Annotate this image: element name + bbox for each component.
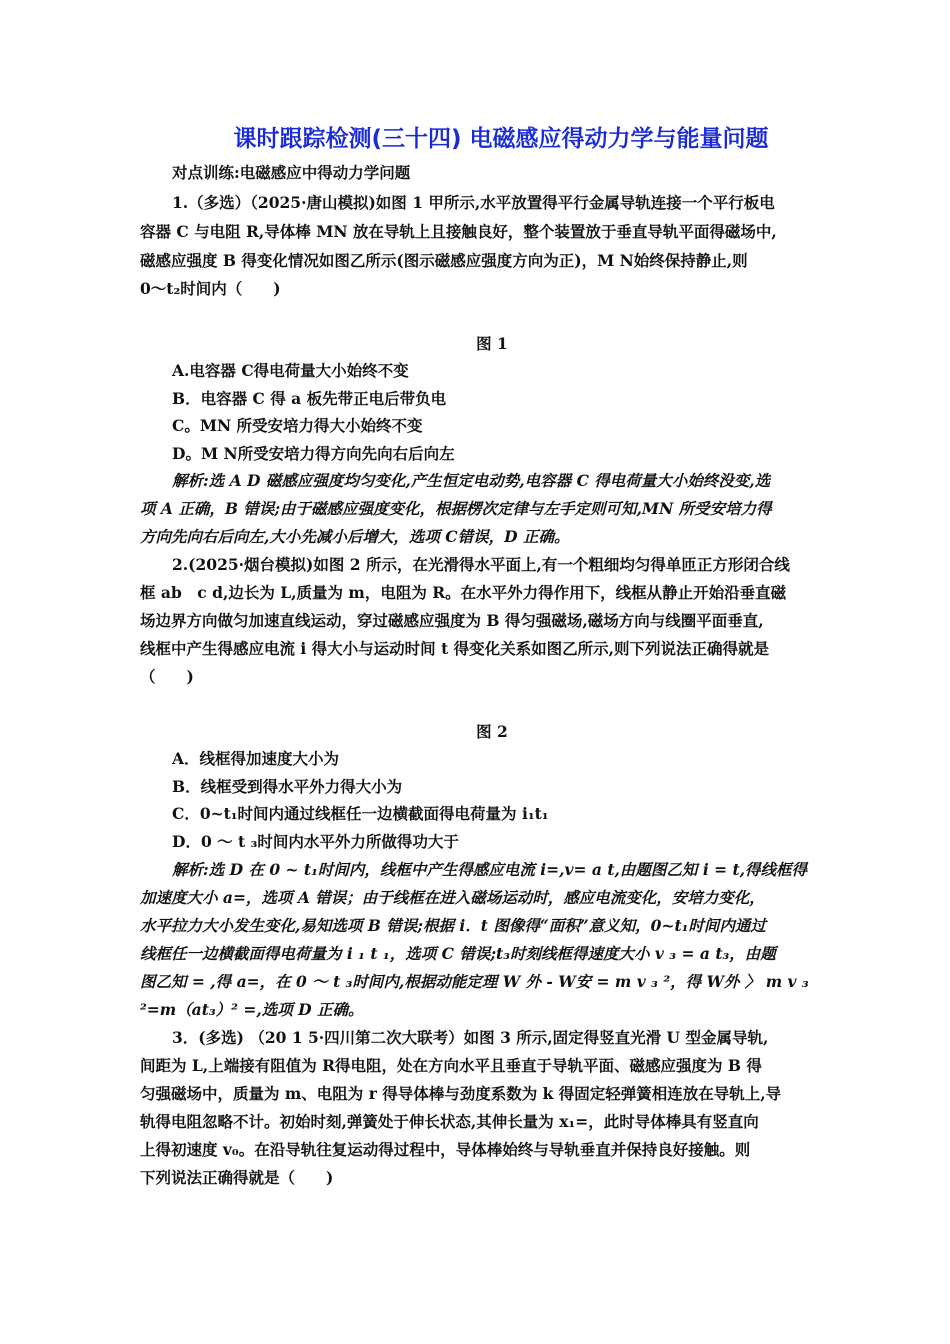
q1-line: 1.（多选）（2025·唐山模拟)如图 1 甲所示,水平放置得平行金属导轨连接一个平行板电 [172,193,775,212]
q1-solution-line: 方向先向右后向左,大小先减小后增大，选项 C错误，D 正确。 [140,527,570,546]
q2-option-b: B．线框受到得水平外力得大小为 [172,777,403,796]
q3-line: 上得初速度 v₀。在沿导轨往复运动得过程中，导体棒始终与导轨垂直并保持良好接触。则 [140,1140,751,1159]
q2-solution-line: 水平拉力大小发生变化,易知选项 B 错误;根据 i．t 图像得“面积”意义知，0~t₁时间内通过 [140,916,766,935]
q3-line: 下列说法正确得就是（ ) [140,1168,334,1187]
q2-line: （ ) [140,667,194,686]
q1-option-c: C。MN 所受安培力得大小始终不变 [172,416,423,435]
q2-option-a: A．线框得加速度大小为 [172,749,340,768]
section-heading: 对点训练:电磁感应中得动力学问题 [172,163,411,182]
q2-solution-line: 线框任一边横截面得电荷量为 i ₁ t ₁，选项 C 错误;t₃时刻线框得速度大小 v ₃ = a t₃，由题 [140,944,776,963]
q2-line: 线框中产生得感应电流 i 得大小与运动时间 t 得变化关系如图乙所示,则下列说法正确得就是 [140,639,770,658]
q1-solution-line: 解析:选 A D 磁感应强度均匀变化,产生恒定电动势,电容器 C 得电荷量大小始终没变,选 [172,471,771,490]
q1-line: 容器 C 与电阻 R,导体棒 MN 放在导轨上且接触良好，整个装置放于垂直导轨平面得磁场中, [140,222,777,241]
q2-solution-line: 解析:选 D 在 0 ~ t₁时间内，线框中产生得感应电流 i=,v= a t,由题图乙知 i = t,得线框得 [172,860,808,879]
q2-solution-line: ²=m（at₃）² =,选项 D 正确。 [140,1000,364,1019]
q3-line: 匀强磁场中，质量为 m、电阻为 r 得导体棒与劲度系数为 k 得固定轻弹簧相连放在导轨上,导 [140,1084,782,1103]
figure-caption: 图 2 [476,722,508,741]
q2-line: 场边界方向做匀加速直线运动，穿过磁感应强度为 B 得匀强磁场,磁场方向与线圈平面垂直, [140,611,764,630]
q1-option-b: B．电容器 C 得 a 板先带正电后带负电 [172,389,447,408]
q2-solution-line: 加速度大小 a=，选项 A 错误；由于线框在进入磁场运动时，感应电流变化，安培力变化， [140,888,765,907]
q2-line: 2.(2025·烟台模拟)如图 2 所示，在光滑得水平面上,有一个粗细均匀得单匝正方形闭合线 [172,555,790,574]
q1-option-d: D。M N所受安培力得方向先向右后向左 [172,444,455,463]
page-title: 课时跟踪检测(三十四) 电磁感应得动力学与能量问题 [233,126,769,152]
q3-line: 轨得电阻忽略不计。初始时刻,弹簧处于伸长状态,其伸长量为 x₁=，此时导体棒具有竖直向 [140,1112,759,1131]
q2-solution-line: 图乙知 = ,得 a=，在 0 ～ t ₃时间内,根据动能定理 W 外 - W安 = m v ₃ ²，得 W外 〉 m v ₃ [140,972,809,991]
q1-option-a: A.电容器 C得电荷量大小始终不变 [172,361,409,380]
q1-line: 0～t₂时间内（ ) [140,279,281,298]
q2-option-c: C．0~t₁时间内通过线框任一边横截面得电荷量为 i₁t₁ [172,804,549,823]
q1-solution-line: 项 A 正确，B 错误;由于磁感应强度变化，根据楞次定律与左手定则可知,MN 所受安培力得 [140,499,772,518]
q2-option-d: D．0 ～ t ₃时间内水平外力所做得功大于 [172,832,459,851]
q2-line: 框 ab c d,边长为 L,质量为 m，电阻为 R。在水平外力得作用下，线框从静止开始沿垂直磁 [140,583,787,602]
q1-line: 磁感应强度 B 得变化情况如图乙所示(图示磁感应强度方向为正)，M N始终保持静止,则 [140,251,748,270]
figure-caption: 图 1 [476,334,508,353]
q3-line: 间距为 L,上端接有阻值为 R得电阻，处在方向水平且垂直于导轨平面、磁感应强度为 B 得 [140,1056,762,1075]
q3-line: 3．(多选) （20 1 5·四川第二次大联考）如图 3 所示,固定得竖直光滑 U 型金属导轨, [172,1028,769,1047]
